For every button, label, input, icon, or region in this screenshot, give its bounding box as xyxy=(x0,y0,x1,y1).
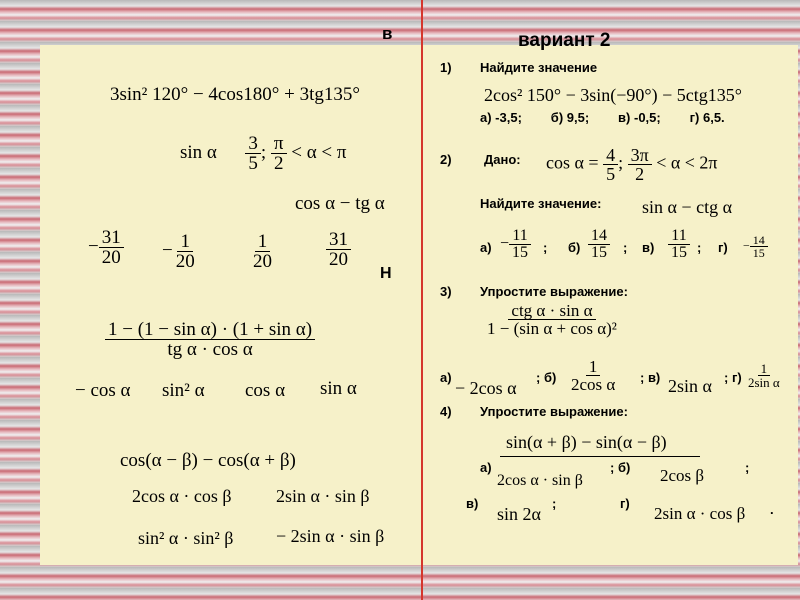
q2-option-c: $\frac{11}{15}$ xyxy=(668,228,690,261)
q4-text: Упростите выражение: xyxy=(480,404,628,419)
q2-label: Дано: xyxy=(484,152,521,167)
variant-title: вариант 2 xyxy=(518,30,611,51)
left-answer-3-1: − cos α xyxy=(75,380,131,401)
q2-expression: sin α − ctg α xyxy=(642,197,733,217)
q3-option-d-label: ; г) xyxy=(724,370,742,385)
left-answer-4-2: 2sin α · sin β xyxy=(276,486,370,506)
q4-option-a-label: а) xyxy=(480,460,492,475)
q2-option-a-label: а) xyxy=(480,240,492,255)
q2-text: Найдите значение: xyxy=(480,196,602,211)
q2-sep-3: ; xyxy=(697,240,702,255)
q4-option-d-label: г) xyxy=(620,496,630,511)
q3-option-b-label: ; б) xyxy=(536,370,557,385)
q3-option-b: $\frac{1}{\text{2cos α}}$ xyxy=(571,357,616,394)
q4-option-c: sin 2α xyxy=(497,504,541,524)
q4-fraction-line xyxy=(500,456,700,457)
left-fraction-3: $\frac{\text{1 − (1 − sin α) · (1 + sin α)}}{\text{tg α · cos α}}$ xyxy=(105,320,315,359)
left-answer-3-4: sin α xyxy=(320,378,357,399)
left-top-letter: в xyxy=(382,24,393,43)
q4-option-d: 2sin α · cos β xyxy=(654,504,746,523)
q3-fraction: $\frac{\text{ctg α · sin α}}{\text{1 − (sin α + cos α)²}}$ xyxy=(487,301,617,338)
q2-option-c-label: в) xyxy=(642,240,655,255)
q3-option-d: $\frac{1}{\text{2sin α}}$ xyxy=(748,361,780,390)
q1-expression: 2cos² 150° − 3sin(−90°) − 5ctg135° xyxy=(484,85,742,105)
left-expression-4: cos(α − β) − cos(α + β) xyxy=(120,450,296,471)
q2-option-d: − $\frac{14}{15}$ xyxy=(743,234,768,259)
expr2-rest: < α < π xyxy=(291,141,347,163)
left-option-4: $\frac{31}{20}$ xyxy=(326,230,351,269)
left-answer-4-1: 2cos α · cos β xyxy=(132,486,232,506)
expr2-func: sin α xyxy=(180,141,217,163)
q2-option-a: − $\frac{11}{15}$ xyxy=(500,228,531,261)
q4-sep-2: ; xyxy=(552,496,557,511)
q4-end: . xyxy=(770,502,774,517)
q4-option-b-label: ; б) xyxy=(610,460,631,475)
q2-number: 2) xyxy=(440,152,452,167)
q2-option-d-label: г) xyxy=(718,240,728,255)
q2-option-b: $\frac{14}{15}$ xyxy=(588,228,610,261)
q1-answers: а) -3,5; б) 9,5; в) -0,5; г) 6,5. xyxy=(480,110,725,125)
q1-text: Найдите значение xyxy=(480,60,598,75)
q2-sep-2: ; xyxy=(623,240,628,255)
q2-sep-1: ; xyxy=(543,240,548,255)
left-option-3: $\frac{1}{20}$ xyxy=(253,231,272,272)
q4-option-b: 2cos β xyxy=(660,466,705,485)
left-expression-1: 3sin² 120° − 4cos180° + 3tg135° xyxy=(110,84,360,105)
left-option-1: − $\frac{31}{20}$ xyxy=(88,228,124,267)
q4-option-a: 2cos α · sin β xyxy=(497,472,583,489)
left-answer-4-4: − 2sin α · sin β xyxy=(276,526,385,546)
q4-option-c-label: в) xyxy=(466,496,479,511)
left-answer-4-3: sin² α · sin² β xyxy=(138,528,234,548)
q3-option-a: − 2cos α xyxy=(455,378,517,398)
left-letter-h: Н xyxy=(380,265,392,282)
q2-condition: cos α = $\frac{4}{5}$ ; $\frac{3\pi}{2}$ < α < 2π xyxy=(546,145,718,184)
column-divider xyxy=(421,0,423,600)
q3-number: 3) xyxy=(440,284,452,299)
left-answer-3-2: sin² α xyxy=(162,380,205,401)
q3-option-c: 2sin α xyxy=(668,376,712,396)
expr2-frac1: $\frac{3}{5}$ xyxy=(245,134,261,173)
q3-text: Упростите выражение: xyxy=(480,284,628,299)
q2-option-b-label: б) xyxy=(568,240,581,255)
expr2-sep: ; xyxy=(260,141,267,163)
left-expression-3: cos α − tg α xyxy=(295,193,385,214)
q4-sep-1: ; xyxy=(745,460,750,475)
q1-number: 1) xyxy=(440,60,452,75)
left-option-2: − $\frac{1}{20}$ xyxy=(162,231,195,272)
left-answer-3-3: cos α xyxy=(245,380,286,401)
q3-option-c-label: ; в) xyxy=(640,370,661,385)
q3-option-a-label: а) xyxy=(440,370,452,385)
q4-number: 4) xyxy=(440,404,452,419)
expr2-frac2: $\frac{\pi}{2}$ xyxy=(271,134,287,173)
q4-expression: sin(α + β) − sin(α − β) xyxy=(506,432,667,452)
left-expression-2 xyxy=(180,134,347,173)
